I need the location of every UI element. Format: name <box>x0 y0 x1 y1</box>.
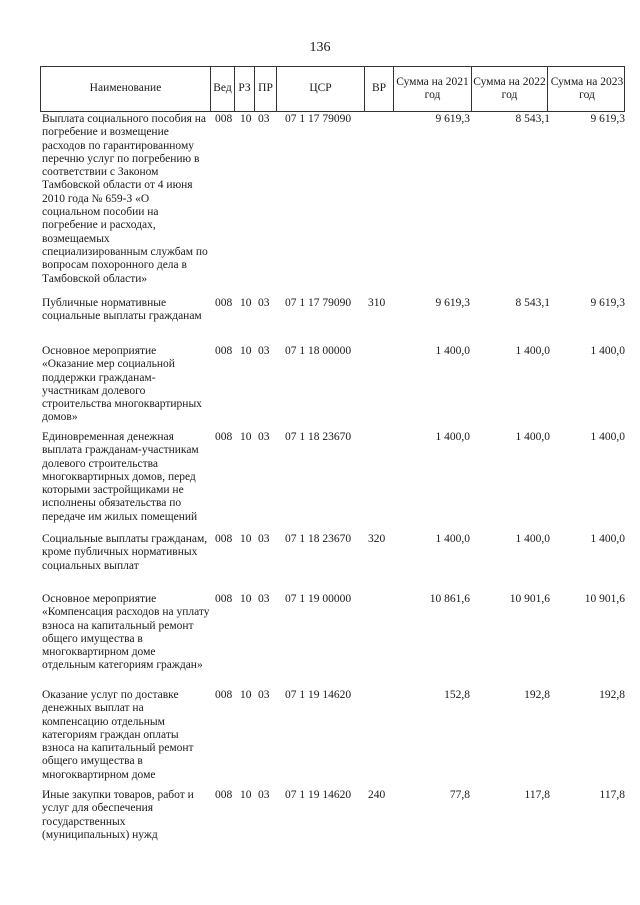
header-pr: ПР <box>255 67 277 111</box>
row-ved: 008 <box>215 297 233 309</box>
row-name: Социальные выплаты гражданам, кроме публичных нормативных социальных выплат <box>42 533 211 572</box>
header-name: Наименование <box>41 67 211 111</box>
row-sum-2021: 152,8 <box>444 689 470 701</box>
row-csr: 07 1 19 14620 <box>285 789 352 801</box>
row-csr: 07 1 19 00000 <box>285 593 352 605</box>
row-csr: 07 1 18 23670 <box>285 533 352 545</box>
header-sum-2022: Сумма на 2022 год <box>472 67 548 111</box>
header-sum-2021: Сумма на 2021 год <box>394 67 472 111</box>
row-sum-2023: 1 400,0 <box>590 345 625 357</box>
row-vr: 310 <box>368 297 386 309</box>
header-ved: Вед <box>211 67 235 111</box>
row-sum-2023: 1 400,0 <box>590 431 625 443</box>
header-csr: ЦСР <box>277 67 365 111</box>
row-rz: 10 <box>240 297 252 309</box>
row-name: Публичные нормативные социальные выплаты гражданам <box>42 297 202 323</box>
row-pr: 03 <box>258 689 270 701</box>
table-row <box>40 593 630 689</box>
row-sum-2023: 9 619,3 <box>590 297 625 309</box>
row-rz: 10 <box>240 431 252 443</box>
row-rz: 10 <box>240 689 252 701</box>
table-row <box>40 689 630 785</box>
row-sum-2023: 117,8 <box>599 789 625 801</box>
header-rz: РЗ <box>235 67 255 111</box>
row-sum-2021: 77,8 <box>449 789 470 801</box>
row-sum-2022: 10 901,6 <box>509 593 550 605</box>
row-pr: 03 <box>258 431 270 443</box>
row-sum-2022: 1 400,0 <box>515 431 550 443</box>
table-row <box>40 533 630 588</box>
row-name: Основное мероприятие «Оказание мер социальной поддержки гражданам-участникам долевого строительства многоквартирных домов» <box>42 345 205 424</box>
header-sum-2023: Сумма на 2023 год <box>550 75 624 101</box>
row-vr: 240 <box>368 789 386 801</box>
row-ved: 008 <box>215 113 233 125</box>
row-rz: 10 <box>240 345 252 357</box>
row-sum-2021: 1 400,0 <box>435 345 470 357</box>
row-name: Основное мероприятие «Компенсация расходов на уплату взноса на капитальный ремонт общего имущества в многоквартирном доме отдельным категориям граждан» <box>42 593 213 672</box>
row-sum-2022: 8 543,1 <box>515 297 550 309</box>
row-rz: 10 <box>240 593 252 605</box>
row-pr: 03 <box>258 345 270 357</box>
header-vr: ВР <box>365 67 394 111</box>
row-sum-2023: 10 901,6 <box>584 593 625 605</box>
table-row <box>40 431 630 525</box>
row-csr: 07 1 17 79090 <box>285 297 352 309</box>
row-sum-2023: 9 619,3 <box>590 113 625 125</box>
row-sum-2021: 10 861,6 <box>429 593 470 605</box>
row-name: Единовременная денежная выплата гражданам-участникам долевого строительства многоквартирных домов, перед которыми застройщиками не исполнены обязательства по передаче им жилых помещений <box>42 431 202 523</box>
row-rz: 10 <box>240 533 252 545</box>
row-sum-2022: 1 400,0 <box>515 533 550 545</box>
row-sum-2021: 9 619,3 <box>435 297 470 309</box>
row-csr: 07 1 18 23670 <box>285 431 352 443</box>
row-name: Оказание услуг по доставке денежных выплат на компенсацию отдельным категориям граждан оплаты взноса на капитальный ремонт общего имущества в многоквартирном доме <box>42 689 197 781</box>
row-rz: 10 <box>240 113 252 125</box>
row-sum-2022: 117,8 <box>524 789 550 801</box>
row-sum-2022: 1 400,0 <box>515 345 550 357</box>
row-ved: 008 <box>215 345 233 357</box>
row-ved: 008 <box>215 533 233 545</box>
row-csr: 07 1 18 00000 <box>285 345 352 357</box>
page-number: 136 <box>309 40 331 55</box>
row-rz: 10 <box>240 789 252 801</box>
row-name: Выплата социального пособия на погребение и возмещение расходов по гарантированному перечню услуг по погребению в соответствии с Законом Тамбовской области от 4 июня 2010 года № 659-З «О социальном пособии на погребение и расходах, возмещаемых специализированным службам по вопросам похоронного дела в Тамбовской области» <box>42 113 211 285</box>
row-csr: 07 1 17 79090 <box>285 113 352 125</box>
table-row <box>40 297 630 342</box>
row-vr: 320 <box>368 533 386 545</box>
row-sum-2023: 192,8 <box>599 689 625 701</box>
row-sum-2023: 1 400,0 <box>590 533 625 545</box>
row-sum-2022: 192,8 <box>524 689 550 701</box>
table-header <box>40 66 625 112</box>
row-pr: 03 <box>258 113 270 125</box>
row-ved: 008 <box>215 593 233 605</box>
row-ved: 008 <box>215 689 233 701</box>
row-pr: 03 <box>258 297 270 309</box>
table-row <box>40 345 630 425</box>
row-name: Иные закупки товаров, работ и услуг для обеспечения государственных (муниципальных) нужд <box>42 789 197 841</box>
table-row <box>40 789 630 849</box>
row-sum-2021: 1 400,0 <box>435 533 470 545</box>
row-sum-2022: 8 543,1 <box>515 113 550 125</box>
row-pr: 03 <box>258 789 270 801</box>
table-row <box>40 113 630 293</box>
row-sum-2021: 1 400,0 <box>435 431 470 443</box>
row-pr: 03 <box>258 593 270 605</box>
row-ved: 008 <box>215 431 233 443</box>
row-pr: 03 <box>258 533 270 545</box>
row-csr: 07 1 19 14620 <box>285 689 352 701</box>
row-ved: 008 <box>215 789 233 801</box>
row-sum-2021: 9 619,3 <box>435 113 470 125</box>
